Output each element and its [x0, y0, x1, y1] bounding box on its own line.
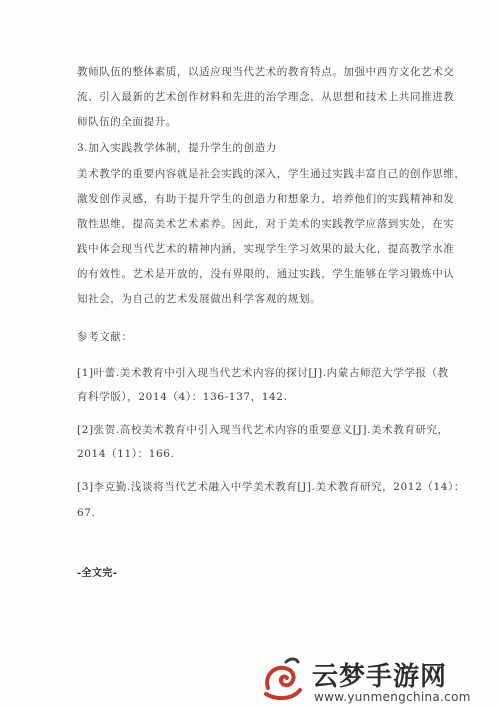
section-line: 践中体会现当代艺术的精神内涵，实现学生学习效果的最大化，提高教学水准: [77, 243, 455, 255]
body-line: 教师队伍的整体素质，以适应现当代艺术的教育特点。加强中西方文化艺术交: [77, 66, 455, 78]
section-line: 美术教学的重要内容就是社会实践的深入，学生通过实践丰富自己的创作思维，: [77, 168, 466, 180]
section-line: 的有效性。艺术是开放的，没有界限的，通过实践，学生能够在学习锻炼中认: [77, 268, 455, 280]
reference-item-2: [2]张贺.高校美术教育中引入现当代艺术内容的重要意义[J].美术教育研究，: [77, 424, 449, 436]
section-line: 激发创作灵感，有助于提升学生的创造力和想象力，培养他们的实践精神和发: [77, 193, 455, 205]
body-line: 师队伍的全面提升。: [77, 116, 177, 128]
section-heading: 3.加入实践教学体制，提升学生的创造力: [77, 142, 277, 154]
reference-item-1: [1]叶蕾.美术教育中引入现当代艺术内容的探讨[J].内蒙古师范大学学报（教: [77, 367, 449, 379]
end-mark: -全文完-: [77, 568, 118, 579]
reference-item-3: [3]李克勤.浅谈将当代艺术融入中学美术教育[J].美术教育研究，2012（14）：: [77, 481, 465, 493]
reference-item-1-cont: 育科学版），2014（4）：136-137，142.: [77, 391, 288, 403]
watermark-title: 云梦手游网: [312, 662, 448, 692]
body-line: 流、引入最新的艺术创作材料和先进的治学理念，从思想和技术上共同推进教: [77, 91, 455, 103]
watermark: [250, 652, 500, 708]
references-title: 参考文献：: [77, 331, 133, 343]
watermark-url: www.yunmengchina.com: [314, 690, 471, 704]
reference-item-3-cont: 67.: [77, 507, 96, 519]
section-line: 知社会，为自己的艺术发展做出科学客观的规划。: [77, 293, 322, 305]
section-line: 散性思维，提高美术艺术素养。因此，对于美术的实践教学应落到实处，在实: [77, 218, 455, 230]
watermark-logo-icon: [256, 654, 308, 706]
reference-item-2-cont: 2014（11）：166.: [77, 448, 175, 460]
